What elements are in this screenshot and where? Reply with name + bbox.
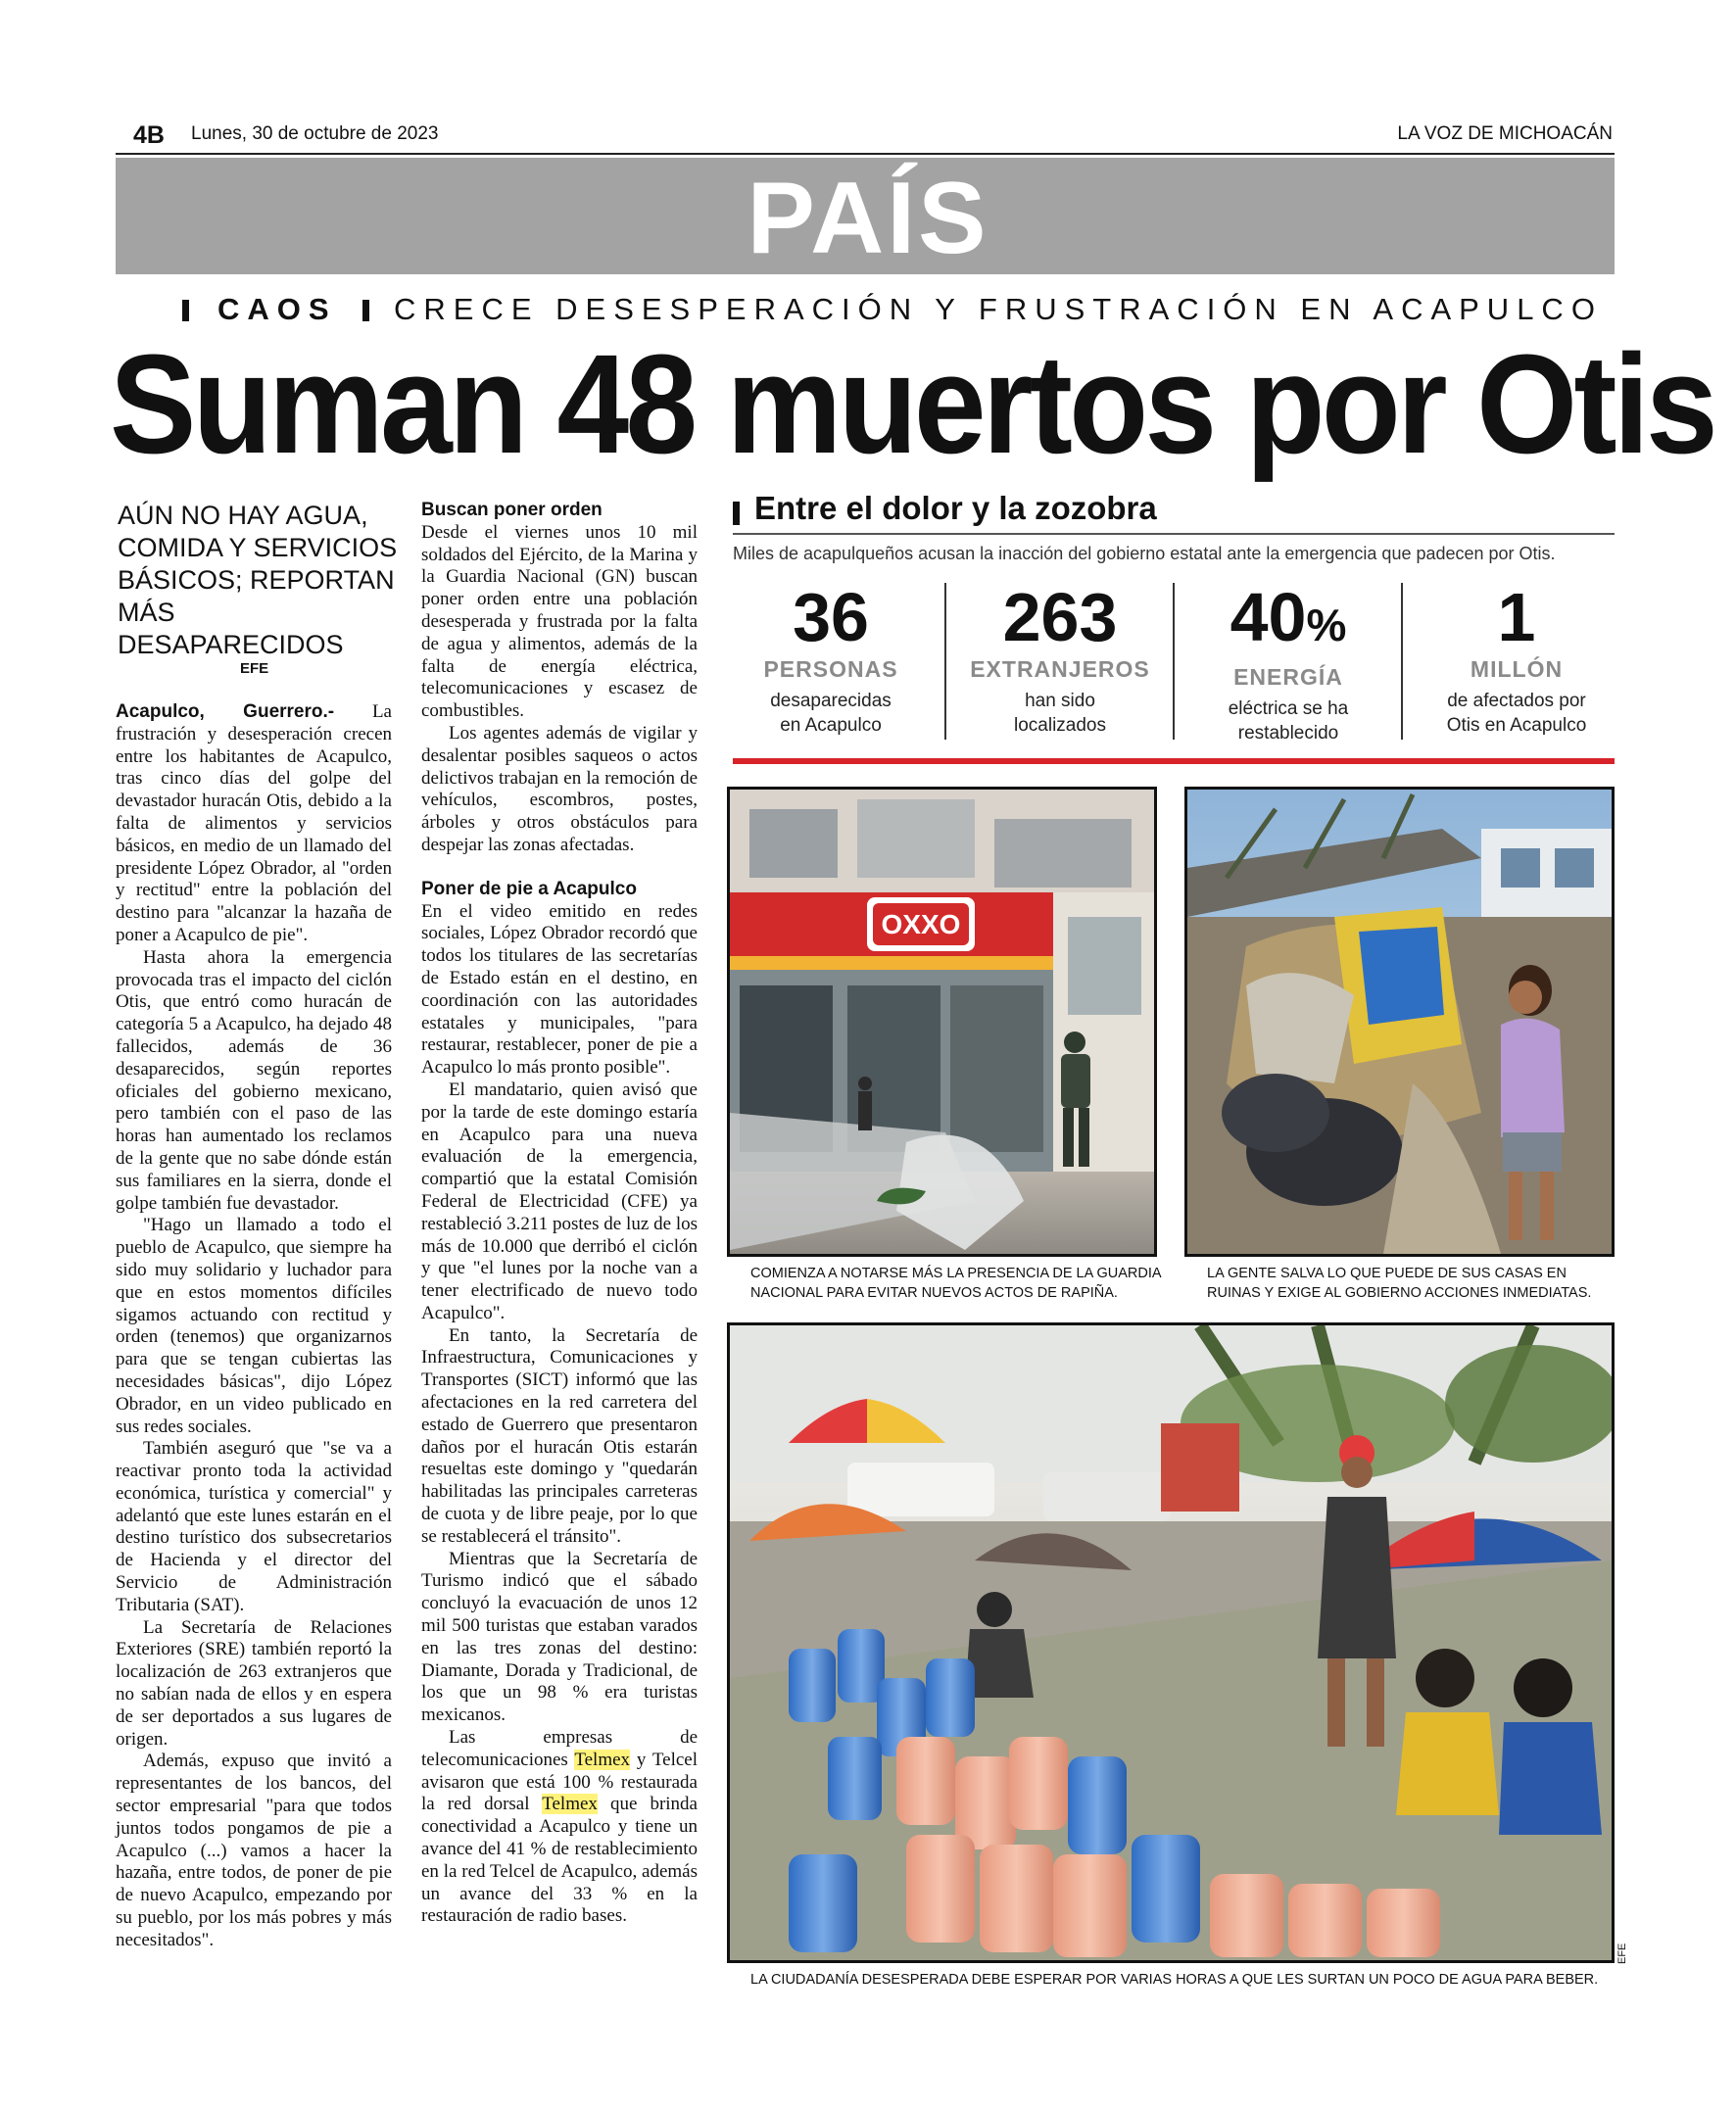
article-paragraph: Desde el viernes unos 10 mil soldados del Ejército, de la Marina y la Guardia Nacional (GN) buscan poner orden entre una población desesperada y frustrada por la falta de agua y alimentos, además de la falta de energía eléctrica, telecomunicaciones y escasez de combustibles. <box>421 521 698 722</box>
article-paragraph: Las empresas de telecomunicaciones Telmex y Telcel avisaron que está 100 % restaurada la red dorsal Telmex que brinda conectividad a Acapulco y tiene un avance del 41 % de restablecimiento en la red Telcel de Acapulco, además un avance del 33 % en la restauración de radio bases. <box>421 1727 699 1927</box>
photo-illustration <box>730 790 1154 1254</box>
article-column-1 <box>116 701 392 1952</box>
photo-caption: LA CIUDADANÍA DESESPERADA DEBE ESPERAR POR VARIAS HORAS A QUE LES SURTAN UN POCO DE AGUA PARA BEBER. <box>750 1972 1599 1988</box>
stat-label: ENERGÍA <box>1233 664 1343 690</box>
article-paragraph: Mientras que la Secretaría de Turismo indicó que el sábado concluyó la evacuación de unos 12 mil 500 turistas que estaban varados en las tres zonas del destino: Diamante, Dorada y Tradicional, de los que un 98 % era turistas mexicanos. <box>421 1548 698 1726</box>
kicker-marker <box>362 300 369 321</box>
stat-foreigners <box>946 580 1174 738</box>
article-paragraph: En tanto, la Secretaría de Infraestructura, Comunicaciones y Transportes (SICT) informó que las afectaciones en la red carretera del estado de Guerrero que presentaron daños por el huracán Otis estarán resueltas este domingo y "quedarán habilitadas las principales carreteras de cuota y de libre peaje, por lo que se restablecerá el tránsito". <box>421 1324 698 1547</box>
page-number: 4B <box>133 121 165 149</box>
stat-description: eléctrica se ha restablecido <box>1228 698 1349 744</box>
headline: Suman 48 muertos por Otis <box>110 325 1715 483</box>
stat-value: 263 <box>1002 579 1118 655</box>
subheading: Poner de pie a Acapulco <box>421 878 637 899</box>
stat-label: PERSONAS <box>763 656 898 682</box>
kicker-marker <box>182 300 189 321</box>
dateline: Acapulco, Guerrero.- <box>116 701 335 722</box>
stat-label: MILLÓN <box>1470 656 1564 682</box>
stat-description: desaparecidas en Acapulco <box>770 691 892 736</box>
article-paragraph: Hasta ahora la emergencia provocada tras el impacto del ciclón Otis, que entró como huracán de categoría 5 a Acapulco, ha dejado 48 fallecidos, además de 36 desaparecidos, según reportes oficiales del gobierno mexicano, pero también con el paso de las horas han aumentado los reclamos de la gente que no sabe dónde están sus familiares en la sierra, donde el golpe también fue devastador. <box>116 946 392 1214</box>
photo-illustration <box>730 1325 1612 1960</box>
page-date: Lunes, 30 de octubre de 2023 <box>191 123 439 144</box>
photo-belongings <box>1184 787 1615 1257</box>
photo-caption: LA GENTE SALVA LO QUE PUEDE DE SUS CASAS EN RUINAS Y EXIGE AL GOBIERNO ACCIONES INMEDIATAS. <box>1207 1266 1592 1301</box>
infobox-rule <box>733 533 1615 535</box>
stat-value: 40% <box>1230 579 1347 655</box>
infobox-subtitle: Miles de acapulqueños acusan la inacción del gobierno estatal ante la emergencia que padecen por Otis. <box>733 544 1556 563</box>
infobox-title: Entre el dolor y la zozobra <box>754 490 1157 526</box>
stat-description: han sido localizados <box>1014 691 1106 736</box>
highlighted-term: Telmex <box>574 1749 631 1770</box>
subheading: Buscan poner orden <box>421 500 603 520</box>
stat-value: 1 <box>1497 579 1536 655</box>
photo-credit: EFE <box>1616 1943 1628 1964</box>
article-paragraph: Además, expuso que invitó a representantes de los bancos, del sector empresarial "para que todos juntos todos pongamos de pie a Acapulco (...) vamos a hacer la hazaña, entre todos, de poner de pie de nuevo Acapulco, empezando por su pueblo, por los más pobres y más necesitados". <box>116 1751 392 1950</box>
article-column-2 <box>421 500 698 1928</box>
photo-guard-storefront <box>727 787 1157 1257</box>
article-paragraph: También aseguró que "se va a reactivar pronto toda la actividad económica, turística y comercial" y adelantó que este lunes estarán en el destino turístico dos subsecretarios de Hacienda y el director del Servicio de Administración Tributaria (SAT). <box>116 1438 392 1615</box>
article-paragraph: "Hago un llamado a todo el pueblo de Acapulco, que siempre ha sido muy solidario y luchador para que en estos momentos difíciles sigamos actuando con rectitud y orden (tenemos) que organizarnos para que se tengan cubiertas las necesidades básicas", dijo López Obrador, en un video publicado en sus redes sociales. <box>116 1215 392 1437</box>
stat-energy <box>1175 580 1402 745</box>
stat-value: 36 <box>793 579 869 655</box>
deck: AÚN NO HAY AGUA, COMIDA Y SERVICIOS BÁSICOS; REPORTAN MÁS DESAPARECIDOS <box>118 501 398 659</box>
article-paragraph: El mandatario, quien avisó que por la tarde de este domingo estaría en Acapulco para una nueva evaluación de la emergencia, compartió que la estatal Comisión Federal de Electricidad (CFE) ya restableció 3.211 postes de luz de los más de 10.000 que derribó el ciclón y que "el lunes por la noche van a tener electrificado de nuevo todo Acapulco". <box>421 1079 698 1323</box>
photo-caption: COMIENZA A NOTARSE MÁS LA PRESENCIA DE LA GUARDIA NACIONAL PARA EVITAR NUEVOS ACTOS DE RAPIÑA. <box>750 1266 1161 1301</box>
kicker-subhead: CRECE DESESPERACIÓN Y FRUSTRACIÓN EN ACAPULCO <box>394 292 1603 326</box>
article-paragraph: La Secretaría de Relaciones Exteriores (SRE) también reportó la localización de 263 extranjeros que no sabían nada de ellos y en espera de ser deportados a sus lugares de origen. <box>116 1616 392 1750</box>
article-paragraph: La frustración y desesperación crecen entre los habitantes de Acapulco, tras cinco días del golpe del devastador huracán Otis, debido a la falta de alimentos y servicios básicos, en medio de un llamado del presidente López Obrador, al "orden y rectitud" entre la población del destino para "alcanzar la hazaña de poner a Acapulco de pie". <box>116 701 392 945</box>
stat-missing <box>717 580 944 738</box>
section-title: PAÍS <box>747 162 989 275</box>
stat-label: EXTRANJEROS <box>970 656 1150 682</box>
header-rule <box>116 153 1615 155</box>
newspaper-name: LA VOZ DE MICHOACÁN <box>1397 123 1613 144</box>
photo-water-line <box>727 1322 1615 1963</box>
infobox-marker <box>733 502 740 525</box>
article-paragraph: En el video emitido en redes sociales, López Obrador recordó que todos los titulares de las secretarías de Estado están en el destino, en coordinación con las autoridades estatales y municipales, "para restaurar, restablecer, poner de pie a Acapulco lo más pronto posible". <box>421 900 698 1079</box>
article-paragraph: Los agentes además de vigilar y desalentar posibles saqueos o actos delictivos trabajan en la remoción de vehículos, escombros, postes, árboles y otros obstáculos para despejar las zonas afectadas. <box>421 722 698 855</box>
highlighted-term: Telmex <box>542 1794 598 1815</box>
stat-description: de afectados por Otis en Acapulco <box>1446 691 1587 736</box>
store-sign: OXXO <box>881 909 961 939</box>
photo-illustration <box>1187 790 1612 1254</box>
infobox-accent-rule <box>733 758 1615 764</box>
byline: EFE <box>240 660 269 677</box>
stat-affected <box>1403 580 1630 738</box>
kicker-topic: CAOS <box>217 292 337 326</box>
